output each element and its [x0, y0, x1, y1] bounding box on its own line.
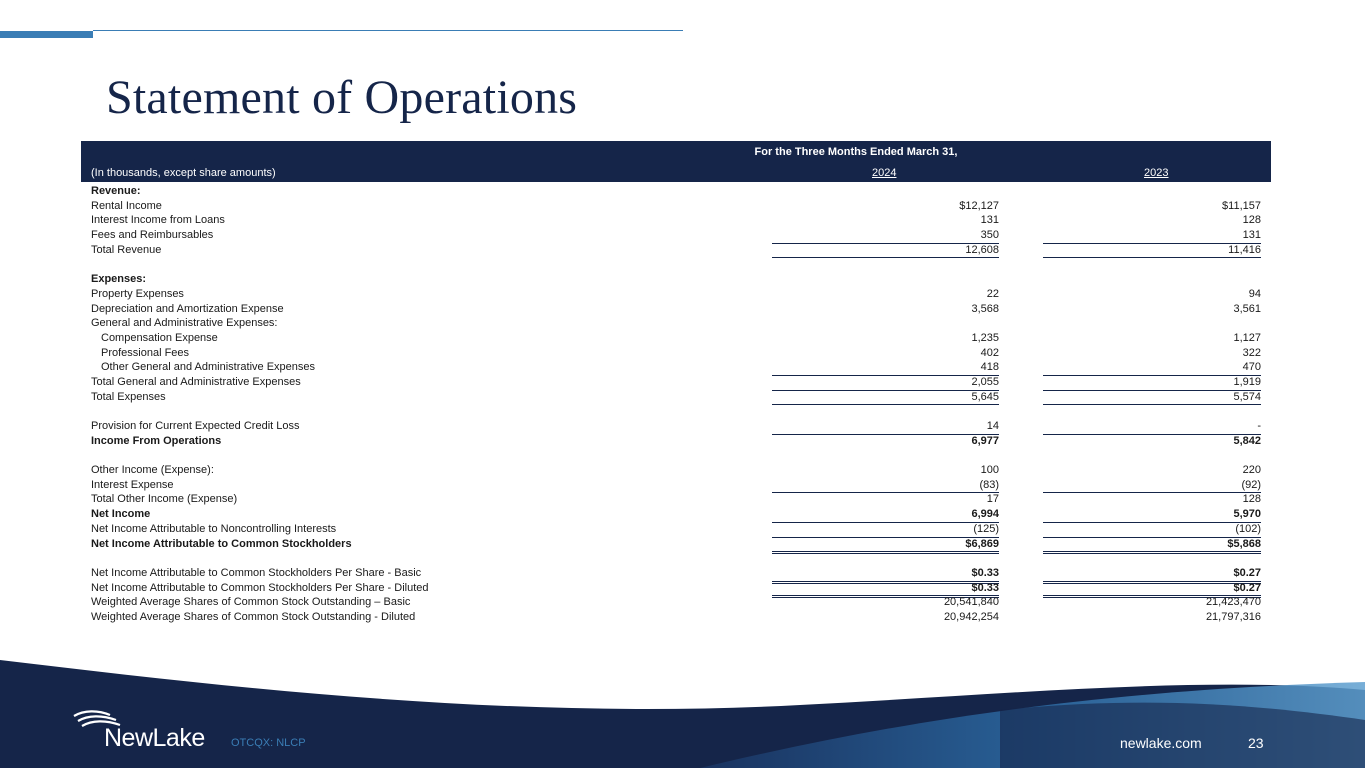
table-row [81, 331, 1271, 346]
value-2023: 5,842 [1233, 434, 1261, 447]
row-label: Professional Fees [101, 346, 190, 359]
year-2023-header: 2023 [1144, 167, 1169, 179]
table-row [81, 199, 1271, 214]
value-2024: 20,541,840 [943, 596, 999, 609]
table-row [81, 184, 1271, 199]
row-label: Other Income (Expense): [91, 464, 214, 477]
table-row [81, 537, 1271, 552]
value-2024: (125) [772, 522, 999, 538]
value-2024: 22 [986, 287, 999, 300]
table-row [81, 595, 1271, 610]
row-label: Revenue: [91, 185, 141, 197]
table-row [81, 434, 1271, 449]
row-label: Property Expenses [91, 287, 184, 300]
row-label: Weighted Average Shares of Common Stock Outstanding - Diluted [91, 610, 416, 623]
row-label: Expenses: [91, 273, 147, 286]
table-row [81, 522, 1271, 537]
row-label: Net Income Attributable to Common Stockholders [91, 537, 352, 550]
row-label: Other General and Administrative Expenses [101, 361, 316, 374]
table-row [81, 463, 1271, 478]
row-label: Total General and Administrative Expenses [91, 375, 301, 388]
table-row [81, 316, 1271, 331]
units-header: (In thousands, except share amounts) [91, 167, 276, 179]
value-2024: 6,977 [971, 434, 999, 447]
table-row [81, 404, 1271, 419]
row-label: Provision for Current Expected Credit Loss [91, 420, 300, 432]
top-accent-line [93, 30, 683, 31]
value-2024: 2,055 [772, 375, 999, 391]
logo-wordmark: NewLake [104, 724, 205, 752]
table-row [81, 478, 1271, 493]
row-label: General and Administrative Expenses: [91, 317, 278, 330]
table-row [81, 302, 1271, 317]
value-2024: 3,568 [971, 302, 999, 315]
page-title: Statement of Operations [106, 71, 578, 124]
table-row [81, 228, 1271, 243]
row-label: Net Income [91, 508, 151, 521]
value-2023: 21,797,316 [1205, 610, 1261, 623]
table-row [81, 551, 1271, 566]
row-label: Net Income Attributable to Common Stockholders Per Share - Basic [91, 566, 422, 579]
value-2024: 350 [772, 228, 999, 244]
value-2023: 220 [1242, 464, 1261, 477]
financial-table [81, 141, 1271, 625]
table-header [81, 141, 1271, 182]
value-2023: 11,416 [1043, 243, 1261, 259]
value-2023: $5,868 [1043, 537, 1261, 555]
value-2023: $0.27 [1043, 566, 1261, 584]
row-label: Net Income Attributable to Common Stockholders Per Share - Diluted [91, 581, 429, 594]
table-row [81, 566, 1271, 581]
value-2024: 100 [980, 464, 999, 477]
value-2024: 5,645 [772, 390, 999, 406]
value-2024: $0.33 [772, 566, 999, 584]
row-label: Total Other Income (Expense) [91, 493, 238, 506]
value-2024: $12,127 [959, 199, 999, 212]
value-2023: $11,157 [1222, 199, 1261, 212]
value-2023: 128 [1242, 493, 1261, 506]
table-row [81, 213, 1271, 228]
period-header: For the Three Months Ended March 31, [754, 146, 958, 158]
value-2024: 20,942,254 [943, 610, 999, 623]
table-row [81, 346, 1271, 361]
value-2023: 322 [1242, 346, 1261, 359]
value-2023: (92) [1043, 478, 1261, 494]
value-2023: 128 [1242, 214, 1261, 227]
value-2024: 12,608 [772, 243, 999, 259]
row-label: Total Expenses [91, 390, 166, 403]
value-2024: 1,235 [971, 331, 999, 344]
value-2024: 14 [772, 419, 999, 435]
value-2023: 1,919 [1043, 375, 1261, 391]
value-2023: 5,574 [1043, 390, 1261, 406]
row-label: Interest Expense [91, 478, 174, 491]
value-2024: $0.33 [772, 581, 999, 599]
value-2023: $0.27 [1043, 581, 1261, 599]
page-number: 23 [1248, 735, 1264, 751]
top-accent-bar [0, 31, 93, 38]
value-2023: (102) [1043, 522, 1261, 538]
value-2024: (83) [772, 478, 999, 494]
value-2024: 418 [772, 360, 999, 376]
value-2024: 402 [980, 346, 999, 359]
row-label: Rental Income [91, 199, 162, 212]
table-row [81, 581, 1271, 596]
row-label: Income From Operations [91, 434, 222, 447]
table-row [81, 610, 1271, 625]
table-row [81, 375, 1271, 390]
row-label: Interest Income from Loans [91, 214, 225, 227]
row-label: Total Revenue [91, 243, 162, 256]
value-2023: 3,561 [1233, 302, 1261, 315]
value-2024: 131 [980, 214, 999, 227]
website-link[interactable]: newlake.com [1120, 735, 1202, 751]
value-2023: - [1043, 419, 1261, 435]
row-label: Net Income Attributable to Noncontrolling Interests [91, 522, 337, 535]
row-label: Depreciation and Amortization Expense [91, 302, 284, 315]
row-label: Fees and Reimbursables [91, 229, 214, 242]
table-row [81, 287, 1271, 302]
value-2023: 131 [1043, 228, 1261, 244]
table-row [81, 243, 1271, 258]
stock-ticker: OTCQX: NLCP [231, 737, 306, 749]
value-2024: $6,869 [772, 537, 999, 555]
table-row [81, 360, 1271, 375]
table-row [81, 492, 1271, 507]
value-2024: 17 [986, 493, 999, 506]
year-2024-header: 2024 [872, 167, 897, 179]
table-row [81, 419, 1271, 434]
table-row [81, 272, 1271, 287]
row-label: Weighted Average Shares of Common Stock Outstanding – Basic [91, 596, 411, 609]
value-2024: 6,994 [772, 507, 999, 523]
value-2023: 94 [1248, 287, 1261, 300]
table-row [81, 448, 1271, 463]
row-label: Compensation Expense [101, 331, 218, 344]
value-2023: 470 [1043, 360, 1261, 376]
value-2023: 5,970 [1043, 507, 1261, 523]
value-2023: 21,423,470 [1205, 596, 1261, 609]
value-2023: 1,127 [1233, 331, 1261, 344]
table-row [81, 257, 1271, 272]
table-row [81, 507, 1271, 522]
table-row [81, 390, 1271, 405]
